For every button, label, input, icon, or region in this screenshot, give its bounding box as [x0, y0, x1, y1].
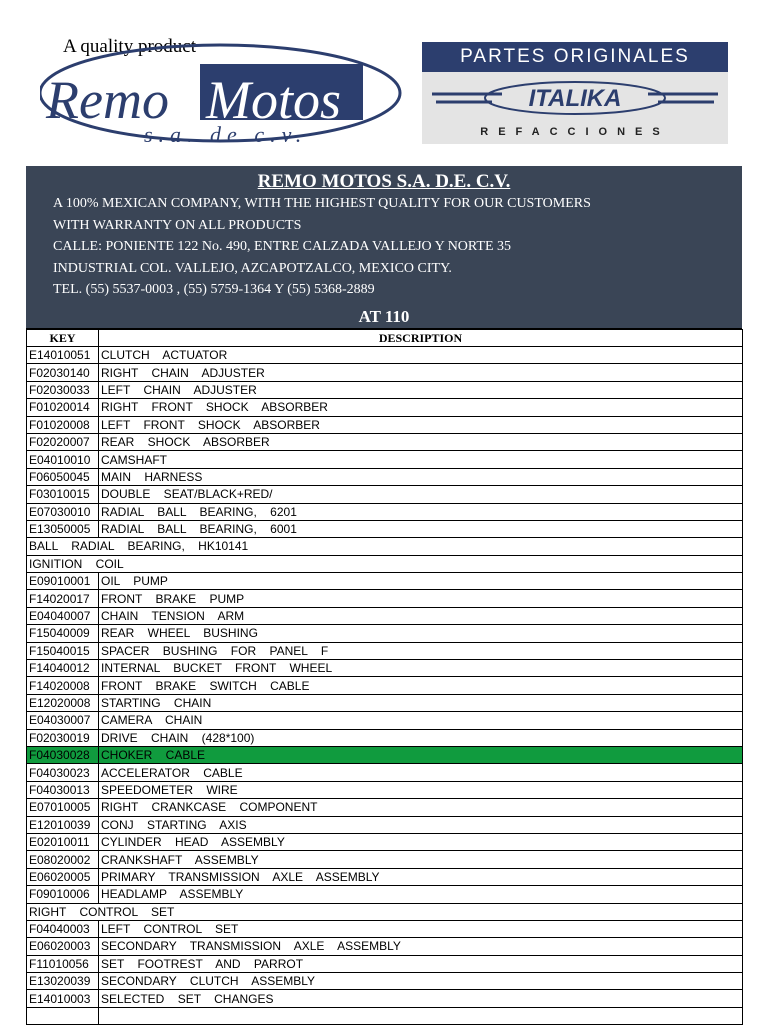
table-row [27, 538, 743, 555]
brand-name: ITALIKA [528, 85, 622, 112]
table-row [27, 955, 743, 972]
cell-description: SPACER BUSHING FOR PANEL F [99, 642, 743, 659]
table-row [27, 973, 743, 990]
cell-key: E12020008 [27, 694, 99, 711]
cell-description: CHOKER CABLE [99, 746, 743, 763]
table-row [27, 399, 743, 416]
cell-key: E13020039 [27, 973, 99, 990]
table-row [27, 799, 743, 816]
cell-description: LEFT CHAIN ADJUSTER [99, 381, 743, 398]
cell-description: OIL PUMP [99, 573, 743, 590]
table-row [27, 416, 743, 433]
cell-key: E06020005 [27, 868, 99, 885]
table-row [27, 694, 743, 711]
cell-description: CAMSHAFT [99, 451, 743, 468]
cell-key: F02030033 [27, 381, 99, 398]
table-row [27, 990, 743, 1007]
table-row [27, 468, 743, 485]
cell-description: INTERNAL BUCKET FRONT WHEEL [99, 660, 743, 677]
table-row [27, 625, 743, 642]
cell-key: F02020007 [27, 433, 99, 450]
company-line: WITH WARRANTY ON ALL PRODUCTS [53, 217, 302, 233]
table-row [27, 573, 743, 590]
tagline: A quality product [63, 36, 196, 57]
table-header-row [27, 330, 743, 347]
model-title: AT 110 [26, 305, 742, 329]
table-row [27, 903, 743, 920]
cell-full-text: IGNITION COIL [27, 555, 99, 572]
cell-key: F14040012 [27, 660, 99, 677]
italika-logo [422, 42, 728, 144]
parts-table [26, 305, 742, 1025]
column-header-description: DESCRIPTION [99, 330, 743, 347]
logo-remo: Remo [46, 70, 169, 130]
company-title: REMO MOTOS S.A. D.E. C.V. [257, 171, 511, 192]
table-row [27, 851, 743, 868]
cell-key: F11010056 [27, 955, 99, 972]
cell-description: PRIMARY TRANSMISSION AXLE ASSEMBLY [99, 868, 743, 885]
cell-description [99, 555, 743, 572]
cell-key: E08020002 [27, 851, 99, 868]
cell-description: LEFT FRONT SHOCK ABSORBER [99, 416, 743, 433]
cell-key: E07010005 [27, 799, 99, 816]
table-row [27, 746, 743, 763]
cell-description [99, 903, 743, 920]
table-row [27, 712, 743, 729]
table-row [27, 607, 743, 624]
cell-key: F06050045 [27, 468, 99, 485]
table-row [27, 555, 743, 572]
cell-key: F15040009 [27, 625, 99, 642]
cell-key: E12010039 [27, 816, 99, 833]
cell-description: FRONT BRAKE PUMP [99, 590, 743, 607]
table-row [27, 433, 743, 450]
table-row [27, 868, 743, 885]
table-row [27, 886, 743, 903]
cell-key: E04040007 [27, 607, 99, 624]
table-row [27, 1007, 743, 1024]
table-row [27, 503, 743, 520]
table-row [27, 347, 743, 364]
page-header [0, 0, 768, 165]
cell-key: E07030010 [27, 503, 99, 520]
brand-sub: REFACCIONES [480, 126, 670, 138]
cell-description: SECONDARY CLUTCH ASSEMBLY [99, 973, 743, 990]
cell-key: E13050005 [27, 520, 99, 537]
remo-motos-logo [40, 38, 410, 158]
logo-sub: s.a. de c.v. [144, 122, 308, 147]
cell-key: F04030023 [27, 764, 99, 781]
cell-description: RIGHT CHAIN ADJUSTER [99, 364, 743, 381]
cell-key: F02030019 [27, 729, 99, 746]
cell-description: RIGHT CRANKCASE COMPONENT [99, 799, 743, 816]
table-row [27, 381, 743, 398]
table-row [27, 833, 743, 850]
table-row [27, 920, 743, 937]
cell-description: SET FOOTREST AND PARROT [99, 955, 743, 972]
table-row [27, 781, 743, 798]
cell-description: CLUTCH ACTUATOR [99, 347, 743, 364]
logo-motos: Motos [206, 70, 341, 130]
cell-description: CONJ STARTING AXIS [99, 816, 743, 833]
cell-full-text: RIGHT CONTROL SET [27, 903, 99, 920]
cell-key: F04040003 [27, 920, 99, 937]
cell-key: E06020003 [27, 938, 99, 955]
column-header-key: KEY [27, 330, 99, 347]
table-row [27, 642, 743, 659]
table-row [27, 486, 743, 503]
cell-description: CRANKSHAFT ASSEMBLY [99, 851, 743, 868]
cell-key: E09010001 [27, 573, 99, 590]
cell-key: F03010015 [27, 486, 99, 503]
cell-description: ACCELERATOR CABLE [99, 764, 743, 781]
cell-key: F14020008 [27, 677, 99, 694]
company-line: CALLE: PONIENTE 122 No. 490, ENTRE CALZADA VALLEJO Y NORTE 35 [53, 239, 512, 255]
cell-description: REAR SHOCK ABSORBER [99, 433, 743, 450]
cell-description: SPEEDOMETER WIRE [99, 781, 743, 798]
cell-key: F01020008 [27, 416, 99, 433]
table-row [27, 364, 743, 381]
cell-key: E14010003 [27, 990, 99, 1007]
table-row [27, 520, 743, 537]
cell-key: F04030028 [27, 746, 99, 763]
table-row [27, 451, 743, 468]
table-row [27, 816, 743, 833]
cell-key: F02030140 [27, 364, 99, 381]
cell-description: MAIN HARNESS [99, 468, 743, 485]
cell-description: SELECTED SET CHANGES [99, 990, 743, 1007]
table-row [27, 764, 743, 781]
cell-description [99, 1007, 743, 1024]
cell-description: RIGHT FRONT SHOCK ABSORBER [99, 399, 743, 416]
cell-description: RADIAL BALL BEARING, 6001 [99, 520, 743, 537]
company-line: TEL. (55) 5537-0003 , (55) 5759-1364 Y (55) 5368-2889 [53, 282, 375, 298]
company-info [26, 166, 742, 305]
cell-description: SECONDARY TRANSMISSION AXLE ASSEMBLY [99, 938, 743, 955]
cell-key: F01020014 [27, 399, 99, 416]
cell-key: F09010006 [27, 886, 99, 903]
company-line: INDUSTRIAL COL. VALLEJO, AZCAPOTZALCO, MEXICO CITY. [53, 260, 452, 276]
cell-key: E14010051 [27, 347, 99, 364]
table-row [27, 590, 743, 607]
cell-key: F15040015 [27, 642, 99, 659]
cell-full-text: BALL RADIAL BEARING, HK10141 [27, 538, 99, 555]
cell-key: E04010010 [27, 451, 99, 468]
cell-description: DOUBLE SEAT/BLACK+RED/ [99, 486, 743, 503]
cell-key: E04030007 [27, 712, 99, 729]
company-line: A 100% MEXICAN COMPANY, WITH THE HIGHEST QUALITY FOR OUR CUSTOMERS [53, 196, 591, 211]
table-row [27, 660, 743, 677]
brand-banner: PARTES ORIGINALES [422, 42, 728, 72]
cell-description: LEFT CONTROL SET [99, 920, 743, 937]
cell-description: HEADLAMP ASSEMBLY [99, 886, 743, 903]
cell-key: F14020017 [27, 590, 99, 607]
table-row [27, 677, 743, 694]
cell-description: STARTING CHAIN [99, 694, 743, 711]
cell-key [27, 1007, 99, 1024]
cell-description: DRIVE CHAIN (428*100) [99, 729, 743, 746]
cell-description: CAMERA CHAIN [99, 712, 743, 729]
table-row [27, 938, 743, 955]
cell-description: CHAIN TENSION ARM [99, 607, 743, 624]
table-row [27, 729, 743, 746]
cell-description: RADIAL BALL BEARING, 6201 [99, 503, 743, 520]
cell-description: REAR WHEEL BUSHING [99, 625, 743, 642]
cell-key: F04030013 [27, 781, 99, 798]
cell-description: CYLINDER HEAD ASSEMBLY [99, 833, 743, 850]
cell-description: FRONT BRAKE SWITCH CABLE [99, 677, 743, 694]
cell-key: E02010011 [27, 833, 99, 850]
